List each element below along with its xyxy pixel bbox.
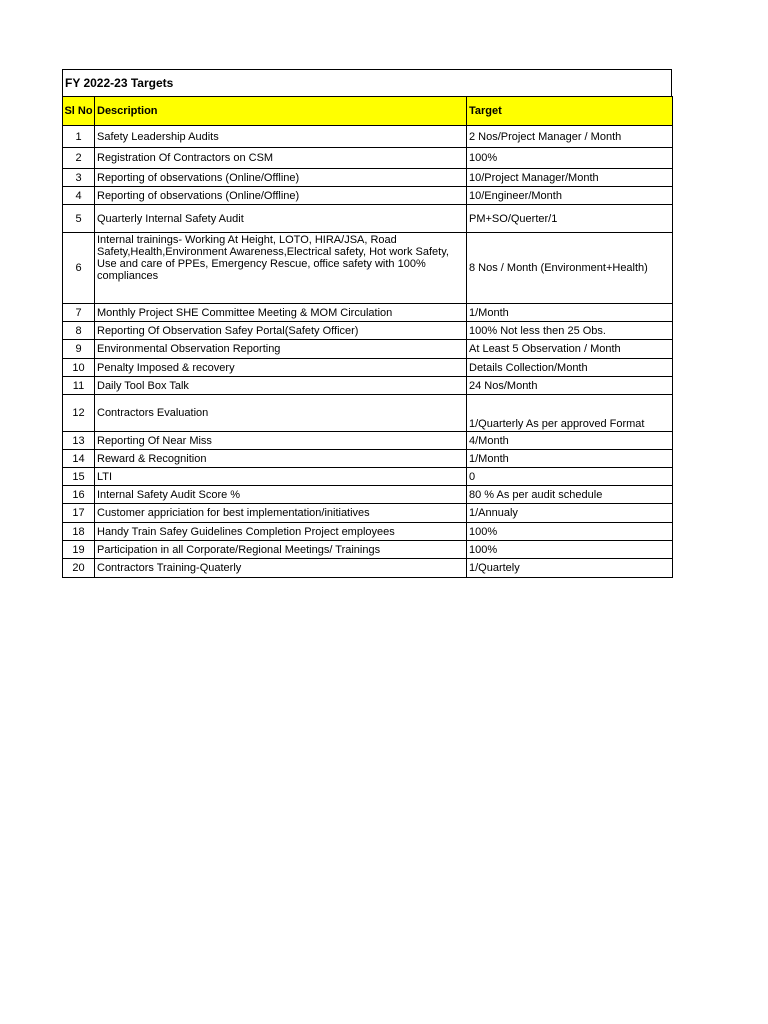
row-target: 1/Month [467, 450, 673, 468]
row-sl-no: 1 [63, 126, 95, 148]
table-row [63, 205, 673, 233]
row-target: 0 [467, 468, 673, 486]
sheet-title: FY 2022-23 Targets [62, 69, 672, 96]
row-description: Reporting of observations (Online/Offline) [95, 169, 467, 187]
row-description: Contractors Training-Quaterly [95, 559, 467, 578]
header-description: Description [95, 97, 467, 126]
row-description: Customer appriciation for best implementation/initiatives [95, 504, 467, 523]
header-row [63, 97, 673, 126]
row-target: 2 Nos/Project Manager / Month [467, 126, 673, 148]
row-description: LTI [95, 468, 467, 486]
row-description: Reporting Of Observation Safey Portal(Safety Officer) [95, 322, 467, 340]
table-row [63, 486, 673, 504]
row-target: Details Collection/Month [467, 359, 673, 377]
row-sl-no: 12 [63, 395, 95, 432]
row-description: Handy Train Safey Guidelines Completion Project employees [95, 523, 467, 541]
table-row [63, 432, 673, 450]
targets-table [62, 96, 673, 578]
row-description: Penalty Imposed & recovery [95, 359, 467, 377]
table-row [63, 504, 673, 523]
row-target: 100% [467, 541, 673, 559]
row-target: 100% [467, 148, 673, 169]
targets-sheet [62, 69, 672, 578]
row-description: Reward & Recognition [95, 450, 467, 468]
table-row [63, 126, 673, 148]
row-description: Monthly Project SHE Committee Meeting & MOM Circulation [95, 304, 467, 322]
row-sl-no: 4 [63, 187, 95, 205]
row-description: Reporting Of Near Miss [95, 432, 467, 450]
row-target: 1/Quartely [467, 559, 673, 578]
row-target: 1/Annualy [467, 504, 673, 523]
row-description: Environmental Observation Reporting [95, 340, 467, 359]
table-row [63, 304, 673, 322]
row-sl-no: 14 [63, 450, 95, 468]
table-row [63, 468, 673, 486]
table-row [63, 169, 673, 187]
row-sl-no: 5 [63, 205, 95, 233]
row-sl-no: 17 [63, 504, 95, 523]
row-description: Internal trainings- Working At Height, LOTO, HIRA/JSA, Road Safety,Health,Environment Awareness,Electrical safety, Hot work Safety, Use and care of PPEs, Emergency Rescue, office safety with 100% compliances [95, 233, 467, 304]
table-row [63, 450, 673, 468]
row-description: Safety Leadership Audits [95, 126, 467, 148]
row-sl-no: 2 [63, 148, 95, 169]
row-sl-no: 6 [63, 233, 95, 304]
row-sl-no: 3 [63, 169, 95, 187]
row-target: 10/Project Manager/Month [467, 169, 673, 187]
row-sl-no: 9 [63, 340, 95, 359]
row-target: 24 Nos/Month [467, 377, 673, 395]
table-row [63, 377, 673, 395]
row-target: 1/Month [467, 304, 673, 322]
row-description: Daily Tool Box Talk [95, 377, 467, 395]
row-target: 10/Engineer/Month [467, 187, 673, 205]
row-sl-no: 8 [63, 322, 95, 340]
row-target: 4/Month [467, 432, 673, 450]
row-sl-no: 10 [63, 359, 95, 377]
row-target: 100% [467, 523, 673, 541]
table-row [63, 541, 673, 559]
table-row [63, 559, 673, 578]
row-sl-no: 18 [63, 523, 95, 541]
table-row [63, 233, 673, 304]
row-sl-no: 15 [63, 468, 95, 486]
header-sl-no: Sl No [63, 97, 95, 126]
row-target: PM+SO/Querter/1 [467, 205, 673, 233]
row-target: At Least 5 Observation / Month [467, 340, 673, 359]
table-row [63, 148, 673, 169]
row-target: 8 Nos / Month (Environment+Health) [467, 233, 673, 304]
table-row [63, 395, 673, 432]
row-target: 1/Quarterly As per approved Format [467, 395, 673, 432]
row-sl-no: 7 [63, 304, 95, 322]
row-target: 80 % As per audit schedule [467, 486, 673, 504]
row-target: 100% Not less then 25 Obs. [467, 322, 673, 340]
row-sl-no: 20 [63, 559, 95, 578]
row-description: Internal Safety Audit Score % [95, 486, 467, 504]
row-sl-no: 13 [63, 432, 95, 450]
table-row [63, 359, 673, 377]
row-description: Reporting of observations (Online/Offline) [95, 187, 467, 205]
row-sl-no: 11 [63, 377, 95, 395]
row-sl-no: 19 [63, 541, 95, 559]
row-description: Quarterly Internal Safety Audit [95, 205, 467, 233]
table-body [63, 126, 673, 578]
header-target: Target [467, 97, 673, 126]
table-row [63, 340, 673, 359]
table-row [63, 322, 673, 340]
row-description: Registration Of Contractors on CSM [95, 148, 467, 169]
row-sl-no: 16 [63, 486, 95, 504]
row-description: Participation in all Corporate/Regional Meetings/ Trainings [95, 541, 467, 559]
table-row [63, 523, 673, 541]
row-description: Contractors Evaluation [95, 395, 467, 432]
table-row [63, 187, 673, 205]
